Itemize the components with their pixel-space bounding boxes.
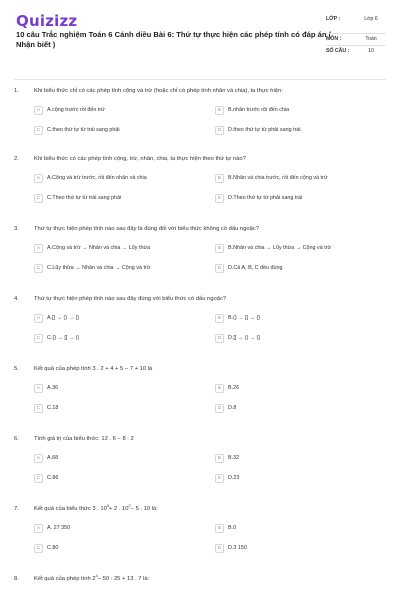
option-grid [14, 518, 386, 566]
option-c[interactable] [34, 402, 204, 414]
worksheet-title: 10 câu Trắc nghiệm Toán 6 Cánh diều Bài 6: Thứ tự thực hiện các phép tính có đáp án ( Nhận biết ) [16, 30, 332, 49]
option-label: B.32 [228, 455, 240, 461]
question-header [14, 436, 386, 448]
question-item [14, 366, 386, 426]
option-label: C.86 [47, 475, 59, 481]
option-letter-badge: B [215, 454, 224, 463]
option-grid [14, 100, 386, 148]
option-label: D.3 150 [228, 545, 247, 551]
option-letter-badge: D [215, 474, 224, 483]
option-d[interactable] [215, 472, 385, 484]
option-a[interactable] [34, 382, 204, 394]
option-a[interactable] [34, 452, 204, 464]
question-item [14, 576, 386, 588]
option-grid [14, 448, 386, 496]
option-label: A.36 [47, 385, 59, 391]
question-text-part: Kết quả của biểu thức 3 . 10 [34, 506, 107, 512]
question-header [14, 156, 386, 168]
question-text-part: + 2 . 10 [108, 506, 129, 512]
option-label: A.[] → () → {} [47, 315, 80, 321]
option-label: B.Nhân và chia trước, rồi đến cộng và trừ [228, 175, 328, 181]
meta-value: Lớp 6 [364, 16, 378, 22]
option-letter-badge: C [34, 544, 43, 553]
question-text-part: − 50 : 25 + 13 . 7 là: [97, 576, 150, 582]
option-letter-badge: C [34, 404, 43, 413]
question-header [14, 576, 386, 588]
option-b[interactable] [215, 312, 385, 324]
option-letter-badge: C [34, 334, 43, 343]
question-text: Khi biểu thức có các phép tính cộng, trừ, nhân, chia, ta thực hiện theo thứ tự nào? [34, 156, 246, 162]
option-grid [14, 308, 386, 356]
option-letter-badge: A [34, 524, 43, 533]
quizizz-logo: Quizizz [16, 12, 78, 30]
meta-label: MÔN : [326, 36, 342, 42]
option-letter-badge: C [34, 126, 43, 135]
option-label: A.68 [47, 455, 59, 461]
option-label: B.0 [228, 525, 237, 531]
question-item [14, 226, 386, 286]
option-label: A.Cộng và trừ trước, rồi đến nhân và chia [47, 175, 147, 181]
question-text [34, 576, 384, 582]
question-number: 5. [14, 366, 19, 372]
worksheet-meta [326, 14, 386, 58]
option-letter-badge: D [215, 544, 224, 553]
question-text: Tính giá trị của biểu thức: 12 . 6 − 8 : 2 [34, 436, 134, 442]
option-b[interactable] [215, 172, 385, 184]
question-header [14, 296, 386, 308]
exponent: 2 [128, 504, 131, 509]
option-label: D.theo thứ tự từ phải sang trái [228, 127, 301, 133]
option-b[interactable] [215, 452, 385, 464]
option-d[interactable] [215, 402, 385, 414]
option-c[interactable] [34, 262, 204, 274]
question-number: 6. [14, 436, 19, 442]
option-label: C.18 [47, 405, 59, 411]
option-letter-badge: D [215, 194, 224, 203]
option-label: C.80 [47, 545, 59, 551]
question-item [14, 436, 386, 496]
option-d[interactable] [215, 262, 385, 274]
option-label: C.theo thứ tự từ trái sang phải [47, 127, 120, 133]
question-item [14, 88, 386, 148]
option-grid [14, 238, 386, 286]
option-grid [14, 378, 386, 426]
option-d[interactable] [215, 542, 385, 554]
question-number: 2. [14, 156, 19, 162]
option-grid [14, 168, 386, 216]
question-text: Kết quả của phép tính 3 . 2 + 4 + 5 − 7 + 10 là [34, 366, 153, 372]
option-a[interactable] [34, 104, 204, 116]
option-label: B.() → [] → {} [228, 315, 261, 321]
option-letter-badge: A [34, 314, 43, 323]
question-item [14, 296, 386, 356]
option-label: C.{} → [] → () [47, 335, 80, 341]
option-label: D.23 [228, 475, 240, 481]
option-letter-badge: B [215, 314, 224, 323]
option-label: D.8 [228, 405, 237, 411]
option-c[interactable] [34, 124, 204, 136]
meta-value: 10 [368, 48, 374, 54]
option-label: A. 27 350 [47, 525, 71, 531]
option-letter-badge: A [34, 384, 43, 393]
option-label: A.Cộng và trừ → Nhân và chia → Lũy thừa [47, 245, 151, 251]
option-a[interactable] [34, 522, 204, 534]
option-b[interactable] [215, 382, 385, 394]
option-label: D.Theo thứ tự từ phải sang trái [228, 195, 303, 201]
option-c[interactable] [34, 192, 204, 204]
option-d[interactable] [215, 192, 385, 204]
option-letter-badge: D [215, 126, 224, 135]
option-b[interactable] [215, 104, 385, 116]
option-letter-badge: A [34, 244, 43, 253]
option-c[interactable] [34, 542, 204, 554]
option-label: B.Nhân và chia → Lũy thừa → Cộng và trừ [228, 245, 332, 251]
option-label: B.26 [228, 385, 240, 391]
option-letter-badge: B [215, 524, 224, 533]
meta-row-socau [326, 46, 386, 58]
option-letter-badge: D [215, 334, 224, 343]
option-d[interactable] [215, 124, 385, 136]
option-c[interactable] [34, 332, 204, 344]
option-letter-badge: B [215, 174, 224, 183]
option-label: C.Theo thứ tự từ trái sang phải [47, 195, 122, 201]
question-number: 4. [14, 296, 19, 302]
question-number: 7. [14, 506, 19, 512]
option-label: C.Lũy thừa → Nhân và chia → Cộng và trừ [47, 265, 151, 271]
meta-row-lop [326, 14, 386, 34]
option-b[interactable] [215, 242, 385, 254]
question-text-part: − 5 . 10 là: [130, 506, 158, 512]
meta-label: SỐ CÂU : [326, 48, 350, 54]
question-header [14, 366, 386, 378]
question-text [34, 506, 384, 512]
option-letter-badge: D [215, 404, 224, 413]
meta-label: LỚP : [326, 16, 341, 22]
option-label: D.[] → () → {} [228, 335, 261, 341]
option-b[interactable] [215, 522, 385, 534]
question-header [14, 506, 386, 518]
option-a[interactable] [34, 172, 204, 184]
question-number: 8. [14, 576, 19, 582]
question-item [14, 156, 386, 216]
option-letter-badge: A [34, 106, 43, 115]
option-a[interactable] [34, 242, 204, 254]
question-number: 1. [14, 88, 19, 94]
option-label: A.cộng trước rồi đến trừ [47, 107, 105, 113]
question-header [14, 226, 386, 238]
meta-value: Toán [365, 36, 377, 42]
exponent: 3 [106, 504, 109, 509]
question-text: Khi biểu thức chỉ có các phép tính cộng và trừ (hoặc chỉ có phép tính nhân và chia), ta thực hiện: [34, 88, 283, 94]
option-letter-badge: B [215, 106, 224, 115]
question-number: 3. [14, 226, 19, 232]
option-letter-badge: C [34, 264, 43, 273]
meta-row-mon [326, 34, 386, 46]
option-letter-badge: C [34, 194, 43, 203]
worksheet-header [14, 0, 386, 80]
option-d[interactable] [215, 332, 385, 344]
question-text: Thứ tự thực hiện phép tính nào sau đây là đúng đối với biểu thức không có dấu ngoặc? [34, 226, 259, 232]
question-item [14, 506, 386, 566]
option-label: D.Cả A, B, C đều đúng [228, 265, 283, 271]
option-letter-badge: B [215, 244, 224, 253]
option-letter-badge: D [215, 264, 224, 273]
option-a[interactable] [34, 312, 204, 324]
exponent: 4 [95, 574, 98, 579]
option-c[interactable] [34, 472, 204, 484]
option-label: B.nhân trước rồi đến chia [228, 107, 290, 113]
question-text-part: Kết quả của phép tính 2 [34, 576, 96, 582]
question-header [14, 88, 386, 100]
option-letter-badge: B [215, 384, 224, 393]
option-letter-badge: C [34, 474, 43, 483]
question-text: Thứ tự thực hiện phép tính nào sau đây đúng với biểu thức có dấu ngoặc? [34, 296, 227, 302]
option-letter-badge: A [34, 174, 43, 183]
option-letter-badge: A [34, 454, 43, 463]
